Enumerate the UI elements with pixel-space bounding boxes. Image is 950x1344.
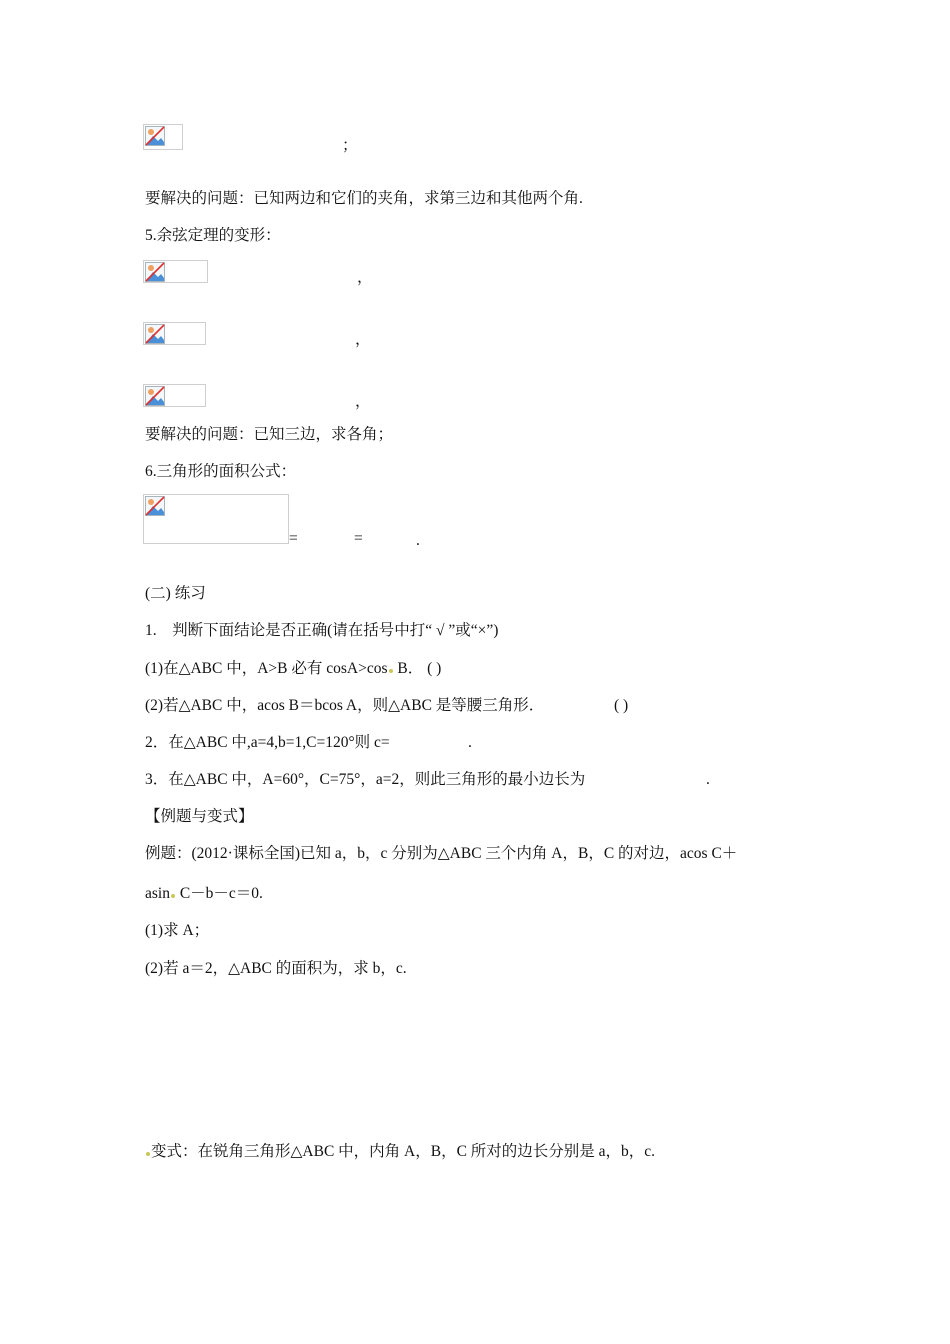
example-line-2-b: C－b－c＝0. <box>175 885 263 902</box>
formula-image-cosA <box>143 260 208 283</box>
answer-parentheses: ( ) <box>614 697 629 714</box>
example-line-2-a: asin <box>145 885 170 902</box>
formula-image-area <box>143 494 289 544</box>
equals-sign-1: = <box>289 530 298 547</box>
separator-comma-3: ， <box>355 393 371 410</box>
broken-image-icon <box>145 496 165 516</box>
heading-cosine-variant: 5.余弦定理的变形： <box>145 227 281 244</box>
formula-image-cosB <box>143 322 206 345</box>
example-part-2: (2)若 a＝2，△ABC 的面积为，求 b，c. <box>145 960 407 977</box>
practice-heading: (二) 练习 <box>145 585 206 602</box>
formula-image-cosC <box>143 384 206 407</box>
example-heading: 【例题与变式】 <box>145 808 254 825</box>
question-2: 2．在△ABC 中,a=4,b=1,C=120°则 c= <box>145 734 390 751</box>
question-1b: (2)若△ABC 中，acos B＝bcos A，则△ABC 是等腰三角形． <box>145 697 545 714</box>
marker-dot <box>389 669 393 673</box>
question-1a-tail: B． ( ) <box>393 660 442 677</box>
broken-image-icon <box>145 386 165 406</box>
example-part-1: (1)求 A； <box>145 922 210 939</box>
period: . <box>416 532 420 549</box>
question-2-end: . <box>468 734 472 751</box>
separator-semicolon: ； <box>342 137 358 154</box>
variant-problem <box>145 1142 655 1162</box>
marker-dot <box>171 894 175 898</box>
variant-text: 变式：在锐角三角形△ABC 中，内角 A，B，C 所对的边长分别是 a，b，c. <box>151 1143 656 1160</box>
broken-image-icon <box>145 324 165 344</box>
formula-image-cosine-law <box>143 124 183 150</box>
separator-comma-2: ， <box>355 331 371 348</box>
broken-image-icon <box>145 262 165 282</box>
separator-comma-1: ， <box>357 269 373 286</box>
question-3: 3．在△ABC 中，A=60°，C=75°，a=2，则此三角形的最小边长为 <box>145 771 586 788</box>
equals-sign-2: = <box>354 530 363 547</box>
question-1: 1. 判断下面结论是否正确(请在括号中打“ √ ”或“×”) <box>145 622 499 639</box>
example-line-2 <box>145 884 263 904</box>
question-1a-text: (1)在△ABC 中，A>B 必有 cosA>cos <box>145 660 388 677</box>
broken-image-icon <box>145 126 165 146</box>
question-3-end: . <box>706 771 710 788</box>
example-line-1: 例题：(2012·课标全国)已知 a，b，c 分别为△ABC 三个内角 A，B，C 的对边，acos C＋ <box>145 845 738 862</box>
heading-area-formula: 6.三角形的面积公式： <box>145 463 297 480</box>
marker-dot <box>146 1152 150 1156</box>
question-1a <box>145 659 441 679</box>
problem-statement-4: 要解决的问题：已知两边和它们的夹角，求第三边和其他两个角. <box>145 190 583 207</box>
problem-statement-5: 要解决的问题：已知三边，求各角； <box>145 426 394 443</box>
